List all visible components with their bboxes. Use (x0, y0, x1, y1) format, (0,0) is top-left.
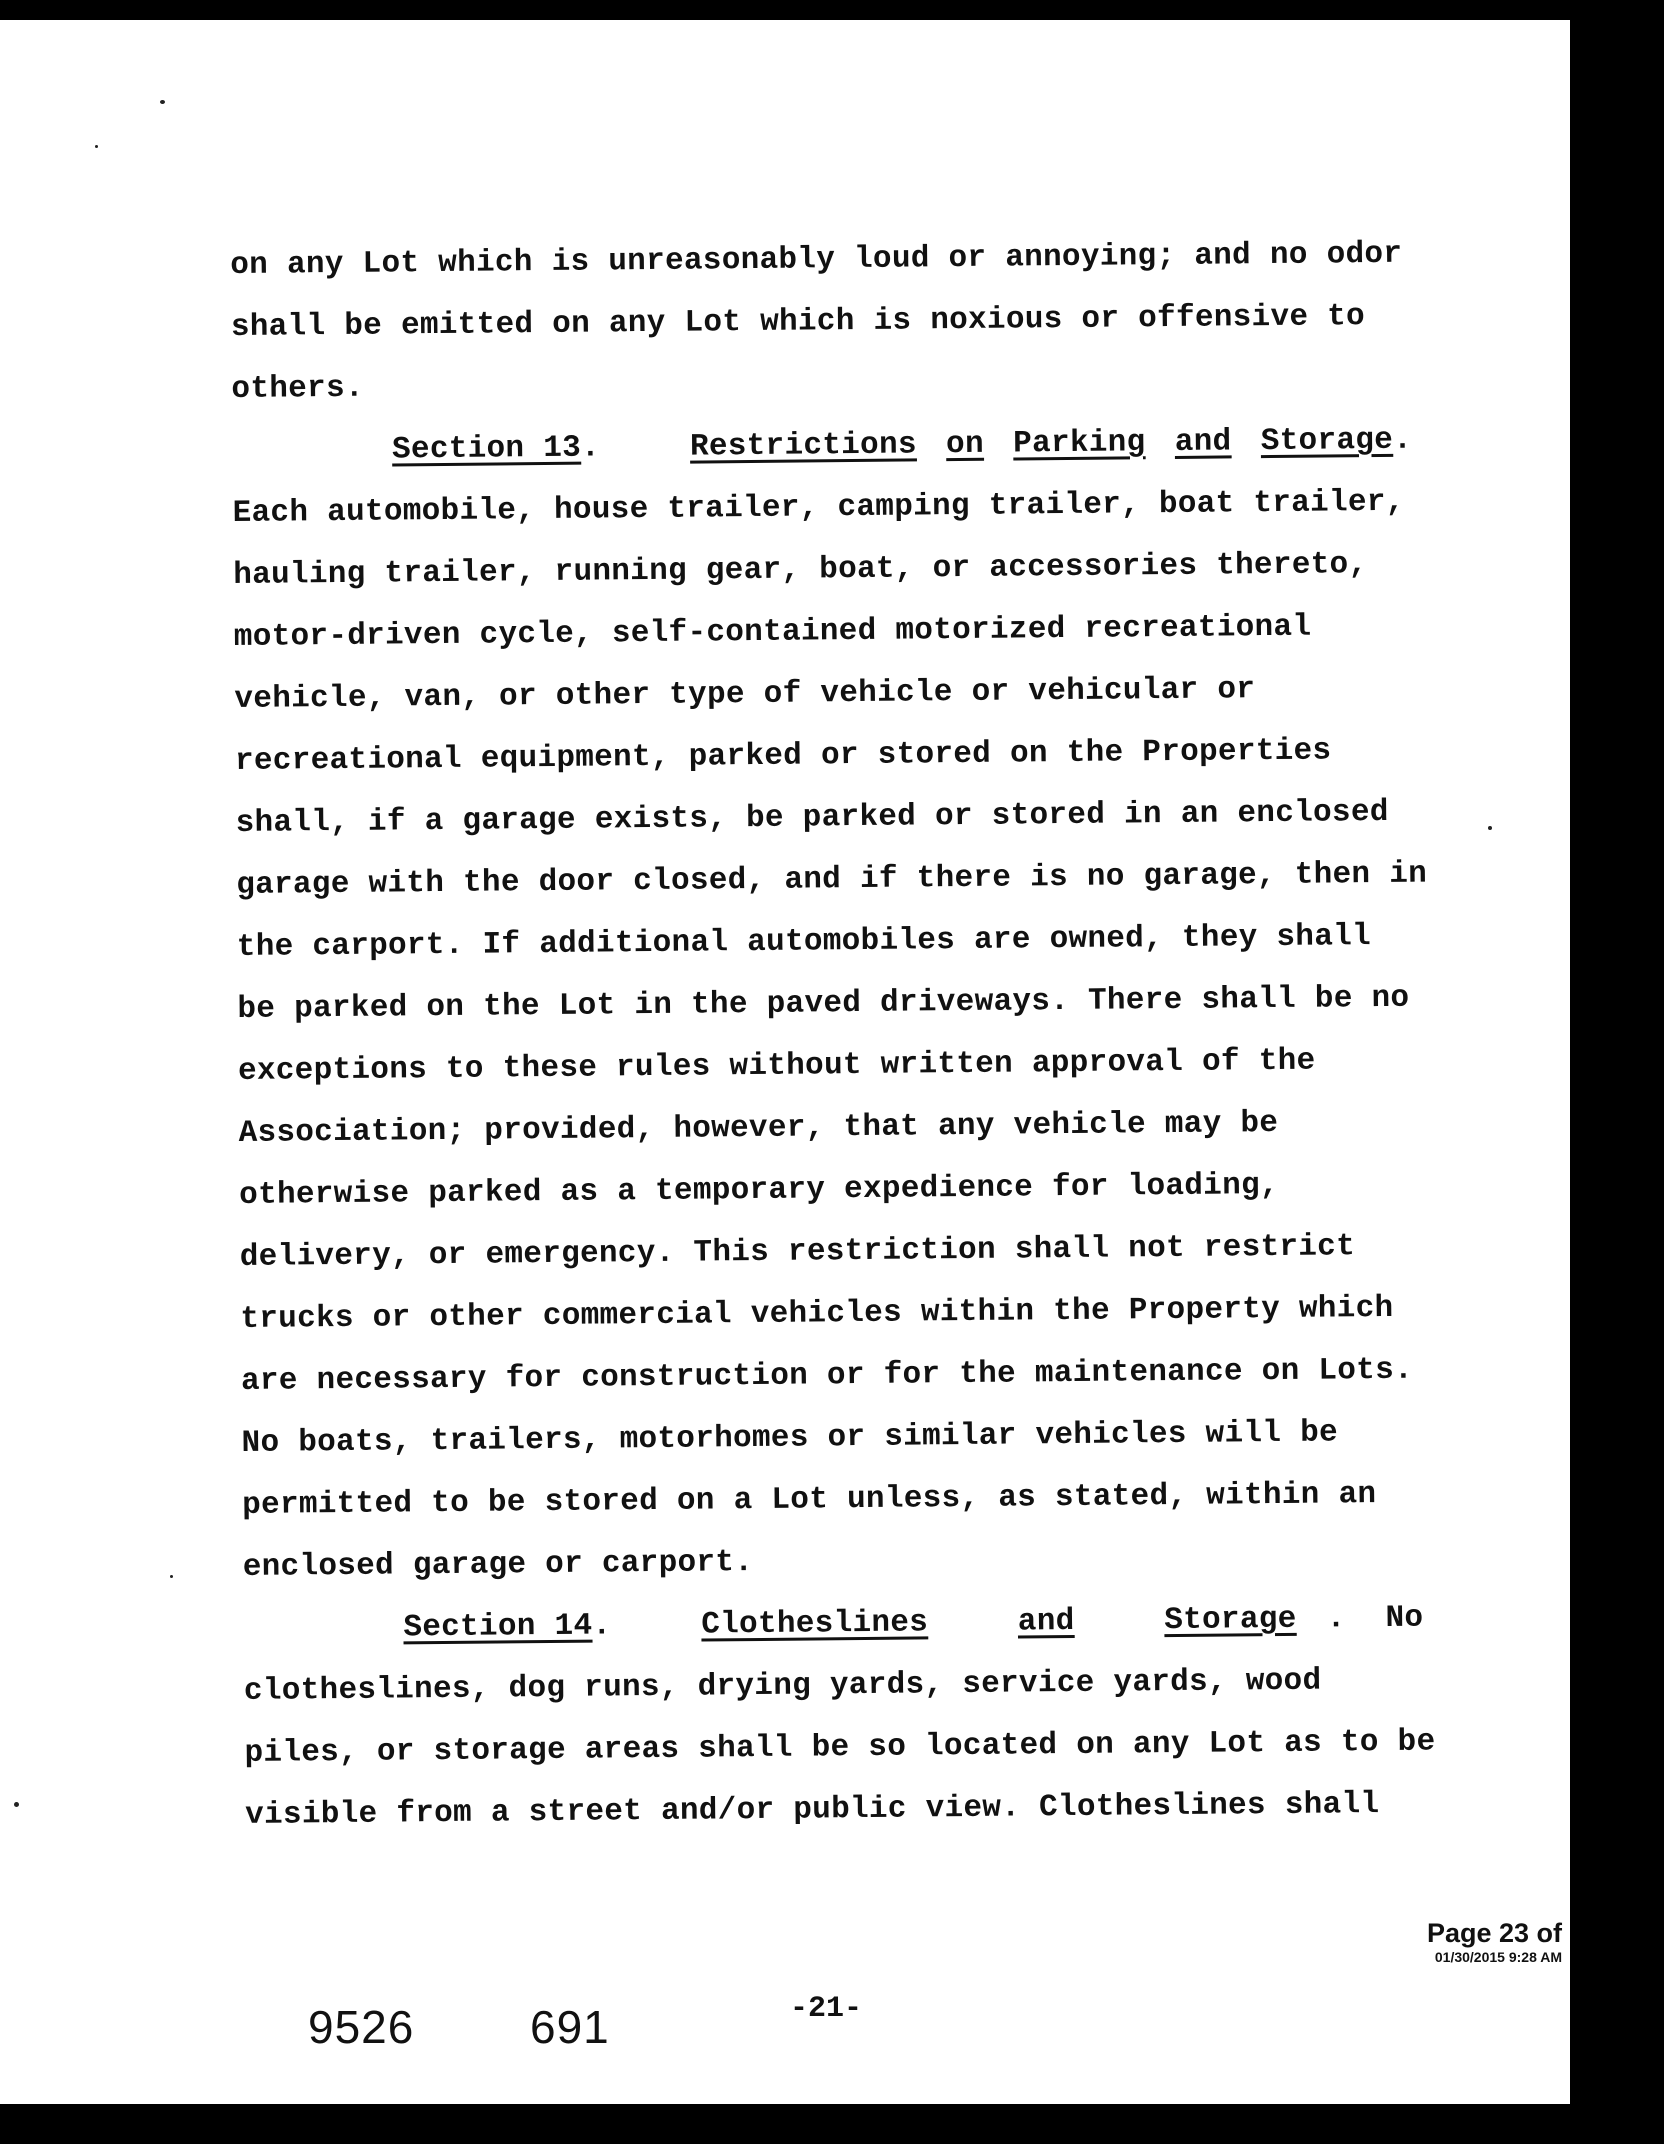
scan-speck (170, 1575, 173, 1578)
body-line: Each automobile, house trailer, camping trailer, boat trailer, (232, 484, 1405, 531)
body-line: others. (231, 370, 364, 407)
scan-speck (160, 100, 165, 104)
body-line: trucks or other commercial vehicles within the Property which (240, 1290, 1394, 1337)
section-14-title: Clotheslines and Storage (701, 1601, 1297, 1643)
body-line: exceptions to these rules without written approval of the (237, 1043, 1316, 1089)
body-line: recreational equipment, parked or stored on the Properties (234, 733, 1332, 779)
body-line: otherwise parked as a temporary expedience for loading, (239, 1167, 1280, 1213)
body-line: vehicle, van, or other type of vehicle or vehicular or (234, 672, 1256, 717)
body-line: are necessary for construction or for the maintenance on Lots. (240, 1352, 1414, 1399)
book-page-number: 691 (530, 2001, 610, 2053)
body-line: shall, if a garage exists, be parked or stored in an enclosed (235, 794, 1389, 841)
section-13-title: Restrictions on Parking and Storage (689, 422, 1394, 465)
section-13-heading: Section 13 . Restrictions on Parking and Storage . (232, 410, 1413, 483)
body-line: on any Lot which is unreasonably loud or annoying; and no odor (230, 236, 1403, 283)
body-line: motor-driven cycle, self-contained motorized recreational (233, 609, 1312, 655)
body-line: No boats, trailers, motorhomes or similar vehicles will be (241, 1415, 1339, 1461)
scan-speck (95, 145, 98, 148)
body-line: hauling trailer, running gear, boat, or accessories thereto, (233, 547, 1368, 593)
scan-speck (1488, 826, 1492, 830)
body-line: clotheslines, dog runs, drying yards, service yards, wood (243, 1663, 1322, 1709)
body-line: Association; provided, however, that any vehicle may be (238, 1105, 1279, 1151)
section-14-heading: Section 14 . Clotheslines and Storage . No (243, 1588, 1424, 1661)
body-line: permitted to be stored on a Lot unless, as stated, within an (242, 1477, 1377, 1523)
body-line: enclosed garage or carport. (242, 1545, 754, 1585)
body-line: visible from a street and/or public view. Clotheslines shall (245, 1787, 1380, 1833)
body-text (230, 224, 1436, 1847)
book-number: 9526 (308, 2001, 415, 2053)
body-line: delivery, or emergency. This restriction shall not restrict (239, 1229, 1356, 1275)
body-line: garage with the door closed, and if there is no garage, then in (236, 856, 1428, 903)
body-line: be parked on the Lot in the paved driveways. There shall be no (237, 980, 1410, 1027)
recording-stamp (1427, 1918, 1562, 1966)
body-line: shall be emitted on any Lot which is noxious or offensive to (230, 299, 1366, 345)
body-line: piles, or storage areas shall be so located on any Lot as to be (244, 1724, 1436, 1771)
stamp-timestamp: 01/30/2015 9:28 AM (1434, 1949, 1562, 1965)
body-line: the carport. If additional automobiles are owned, they shall (236, 919, 1372, 965)
page-folio: -21- (790, 1992, 863, 2026)
section-13-number: Section 13 (391, 430, 582, 468)
scan-speck (14, 1802, 19, 1807)
stamp-page-label: Page 23 of (1426, 1918, 1562, 1948)
section-14-number: Section 14 (403, 1608, 593, 1646)
